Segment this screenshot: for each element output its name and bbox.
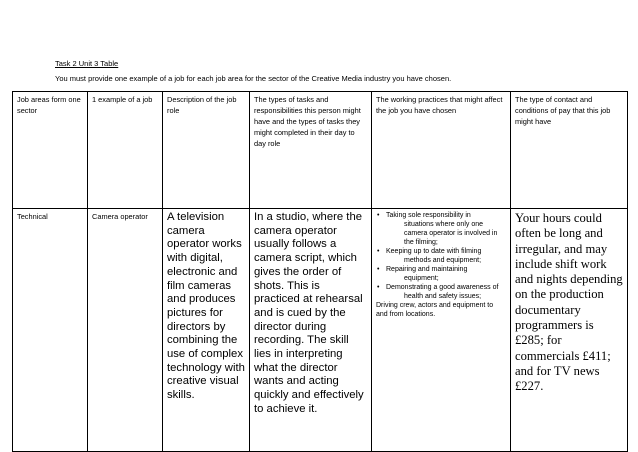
bullet-rest: methods and equipment;	[404, 257, 482, 264]
instruction-text: You must provide one example of a job for each job area for the sector of the Creative Media industry you have chosen.	[55, 74, 452, 83]
header-tasks: The types of tasks and responsibilities this person might have and the types of tasks they might completed in their day to day role	[250, 92, 372, 209]
list-item	[376, 265, 506, 283]
bullet-lead: Repairing and maintaining	[386, 266, 468, 273]
list-item	[376, 283, 506, 301]
bullet-rest: situations where only one camera operator is involved in the filming;	[404, 221, 498, 246]
cell-working-practices	[372, 209, 511, 452]
working-practices-list	[376, 211, 506, 301]
header-example-job: 1 example of a job	[88, 92, 163, 209]
page-heading: Task 2 Unit 3 Table	[55, 59, 119, 68]
table-header-row	[13, 92, 628, 209]
cell-tasks: In a studio, where the camera operator usually follows a camera script, which gives the order of shots. This is practiced at rehearsal and is cued by the director during recording. The skill lies in interpreting what the director wants and acting quickly and effectively to achieve it.	[250, 209, 372, 452]
table-row	[13, 209, 628, 452]
cell-pay: Your hours could often be long and irregular, and may include shift work and nights depending on the production documentary programmers is £285; for commercials £411; and for TV news £227.	[511, 209, 628, 452]
job-table	[12, 91, 628, 452]
list-item	[376, 211, 506, 247]
list-item	[376, 247, 506, 265]
bullet-rest: equipment;	[404, 275, 439, 282]
cell-description: A television camera operator works with digital, electronic and film cameras and produces pictures for directors by combining the use of complex technology with creative visual skills.	[163, 209, 250, 452]
cell-job: Camera operator	[88, 209, 163, 452]
header-description: Description of the job role	[163, 92, 250, 209]
cell-job-area: Technical	[13, 209, 88, 452]
header-pay: The type of contact and conditions of pay that this job might have	[511, 92, 628, 209]
bullet-lead: Demonstrating a good awareness of	[386, 284, 499, 291]
header-job-areas: Job areas form one sector	[13, 92, 88, 209]
bullet-rest: health and safety issues;	[404, 293, 482, 300]
working-practices-trailing: Driving crew, actors and equipment to and from locations.	[376, 302, 494, 318]
bullet-lead: Keeping up to date with filming	[386, 248, 482, 255]
header-working-practices: The working practices that might affect the job you have chosen	[372, 92, 511, 209]
bullet-lead: Taking sole responsibility in	[386, 212, 471, 219]
